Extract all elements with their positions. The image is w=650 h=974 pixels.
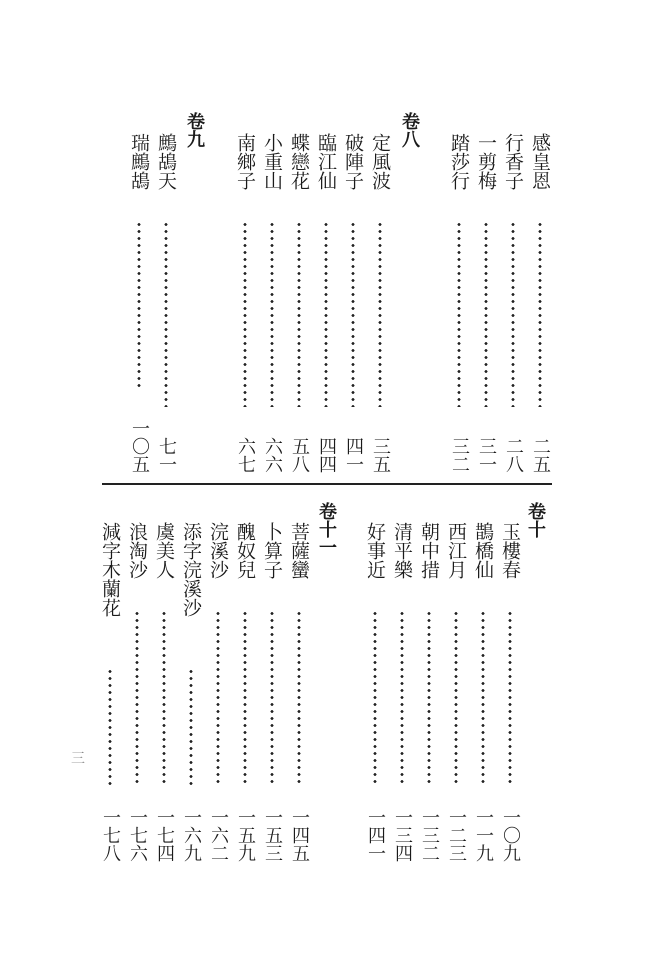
leader-dots <box>216 610 220 786</box>
entry-title: 踏莎行 <box>448 133 470 190</box>
entry-title: 行香子 <box>502 133 524 190</box>
entry-title: 西江月 <box>445 522 467 579</box>
entry-title: 鷓鴣天 <box>155 133 177 190</box>
toc-entry[interactable] <box>258 522 286 862</box>
entry-title: 小重山 <box>261 133 283 190</box>
toc-entry[interactable] <box>442 522 470 862</box>
entry-page: 一一九 <box>473 808 494 862</box>
toc-entry[interactable] <box>339 133 367 473</box>
page-folio: 三 <box>71 751 85 767</box>
entry-page: 六七 <box>235 437 256 473</box>
entry-title: 蝶戀花 <box>288 133 310 190</box>
toc-entry[interactable] <box>361 522 389 862</box>
entry-title: 減字木蘭花 <box>99 522 121 617</box>
entry-title: 臨江仙 <box>315 133 337 190</box>
leader-dots <box>484 221 488 407</box>
entry-page: 四四 <box>316 437 337 473</box>
toc-entry[interactable] <box>123 522 151 862</box>
toc-entry[interactable] <box>366 133 394 473</box>
leader-dots <box>481 610 485 786</box>
leader-dots <box>508 610 512 786</box>
toc-entry[interactable] <box>285 522 313 862</box>
toc-entry[interactable] <box>388 522 416 862</box>
toc-entry[interactable] <box>204 522 232 862</box>
entry-page: 一五九 <box>235 808 256 862</box>
entry-title: 破陣子 <box>342 133 364 190</box>
entry-title: 菩薩蠻 <box>288 522 310 579</box>
leader-dots <box>162 610 166 786</box>
entry-page: 一二三 <box>446 808 467 862</box>
entry-title: 虞美人 <box>153 522 175 579</box>
volume-title-11: 卷十一 <box>316 502 337 556</box>
toc-entry[interactable] <box>499 133 527 473</box>
toc-entry[interactable] <box>285 133 313 473</box>
leader-dots <box>243 610 247 786</box>
entry-title: 浪淘沙 <box>126 522 148 579</box>
entry-title: 朝中措 <box>418 522 440 579</box>
entry-title: 感皇恩 <box>529 133 551 190</box>
toc-entry[interactable] <box>231 133 259 473</box>
leader-dots <box>511 221 515 407</box>
entry-page: 三二 <box>449 437 470 473</box>
toc-entry[interactable] <box>150 522 178 862</box>
toc-entry[interactable] <box>96 522 124 862</box>
entry-title: 好事近 <box>364 522 386 579</box>
leader-dots <box>135 610 139 786</box>
leader-dots <box>270 610 274 786</box>
toc-entry[interactable] <box>526 133 554 473</box>
volume-title-10: 卷十 <box>525 502 546 538</box>
entry-page: 一七八 <box>100 808 121 862</box>
toc-entry[interactable] <box>177 522 205 862</box>
entry-title: 玉樓春 <box>499 522 521 579</box>
volume-title-8: 卷八 <box>399 112 420 148</box>
entry-page: 一〇五 <box>129 419 150 473</box>
entry-page: 一七六 <box>127 808 148 862</box>
entry-page: 七一 <box>156 437 177 473</box>
entry-title: 清平樂 <box>391 522 413 579</box>
entry-page: 一五三 <box>262 808 283 862</box>
entry-page: 二五 <box>530 437 551 473</box>
toc-entry[interactable] <box>496 522 524 862</box>
leader-dots <box>538 221 542 407</box>
toc-entry[interactable] <box>258 133 286 473</box>
entry-title: 瑞鷓鴣 <box>128 133 150 190</box>
entry-title: 鵲橋仙 <box>472 522 494 579</box>
entry-page: 三一 <box>476 437 497 473</box>
entry-page: 一六二 <box>208 808 229 862</box>
leader-dots <box>270 221 274 407</box>
toc-entry[interactable] <box>472 133 500 473</box>
entry-title: 添字浣溪沙 <box>180 522 202 617</box>
leader-dots <box>427 610 431 786</box>
leader-dots <box>137 221 141 389</box>
entry-page: 一三二 <box>419 808 440 862</box>
section-divider <box>102 483 552 485</box>
entry-page: 一四五 <box>289 808 310 862</box>
entry-page: 三五 <box>370 437 391 473</box>
toc-entry[interactable] <box>125 133 153 473</box>
entry-page: 一七四 <box>154 808 175 862</box>
leader-dots <box>243 221 247 407</box>
entry-title: 浣溪沙 <box>207 522 229 579</box>
entry-page: 二八 <box>503 437 524 473</box>
toc-entry[interactable] <box>231 522 259 862</box>
leader-dots <box>457 221 461 407</box>
toc-entry[interactable] <box>312 133 340 473</box>
toc-entry[interactable] <box>469 522 497 862</box>
entry-page: 一六九 <box>181 808 202 862</box>
leader-dots <box>378 221 382 407</box>
leader-dots <box>400 610 404 786</box>
leader-dots <box>297 221 301 407</box>
leader-dots <box>108 668 112 786</box>
leader-dots <box>164 221 168 407</box>
leader-dots <box>324 221 328 407</box>
leader-dots <box>189 668 193 786</box>
leader-dots <box>373 610 377 786</box>
entry-page: 六六 <box>262 437 283 473</box>
entry-title: 定風波 <box>369 133 391 190</box>
entry-page: 五八 <box>289 437 310 473</box>
leader-dots <box>454 610 458 786</box>
toc-entry[interactable] <box>152 133 180 473</box>
entry-title: 醜奴兒 <box>234 522 256 579</box>
toc-entry[interactable] <box>415 522 443 862</box>
entry-page: 一三四 <box>392 808 413 862</box>
toc-entry[interactable] <box>445 133 473 473</box>
entry-title: 卜算子 <box>261 522 283 579</box>
entry-title: 南鄉子 <box>234 133 256 190</box>
entry-title: 一剪梅 <box>475 133 497 190</box>
leader-dots <box>351 221 355 407</box>
entry-page: 一四一 <box>365 808 386 862</box>
volume-title-9: 卷九 <box>184 112 205 148</box>
leader-dots <box>297 610 301 786</box>
entry-page: 四一 <box>343 437 364 473</box>
entry-page: 一〇九 <box>500 808 521 862</box>
